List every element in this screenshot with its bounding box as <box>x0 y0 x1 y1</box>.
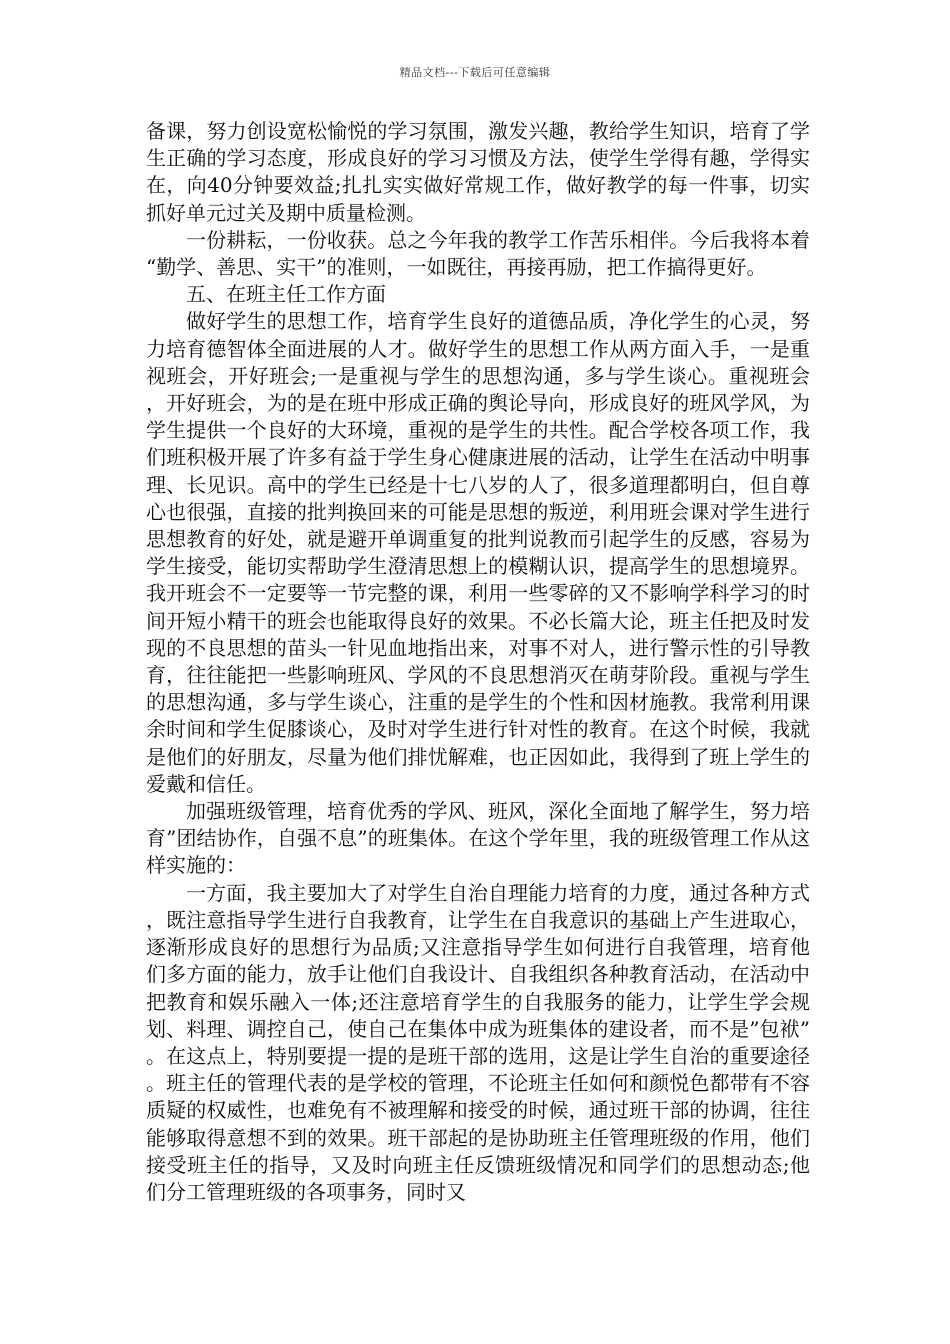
section-heading: 五、在班主任工作方面 <box>186 282 386 307</box>
page-header: 精品文档---下载后可任意编辑 <box>399 66 551 79</box>
document-body <box>146 118 810 1206</box>
paragraph-lesson-prep: 备课，努力创设宽松愉悦的学习氛围，激发兴趣，教给学生知识，培育了学生正确的学习态度，形成良好的学习习惯及方法，使学生学得有趣，学得实在，向40分钟要效益;扎扎实实做好常规工作，做好教学的每一件事，切实抓好单元过关及期中质量检测。 <box>146 119 810 225</box>
paragraph-summary: 一份耕耘，一份收获。总之今年我的教学工作苦乐相伴。今后我将本着“勤学、善思、实干”的准则，一如既往，再接再励，把工作搞得更好。 <box>146 227 810 280</box>
paragraph-class-management: 加强班级管理，培育优秀的学风、班风，深化全面地了解学生，努力培育”团结协作，自强不息”的班集体。在这个学年里，我的班级管理工作从这样实施的： <box>146 799 810 878</box>
paragraph-self-management: 一方面，我主要加大了对学生自治自理能力培育的力度，通过各种方式，既注意指导学生进行自我教育，让学生在自我意识的基础上产生进取心，逐渐形成良好的思想行为品质;又注意指导学生如何进行自我管理，培育他们多方面的能力，放手让他们自我设计、自我组织各种教育活动，在活动中把教育和娱乐融入一体;还注意培育学生的自我服务的能力，让学生学会规划、料理、调控自己，使自己在集体中成为班集体的建设者，而不是”包袱”。在这点上，特别要提一提的是班干部的选用，这是让学生自治的重要途径。班主任的管理代表的是学校的管理，不论班主任如何和颜悦色都带有不容质疑的权威性，也难免有不被理解和接受的时候，通过班干部的协调，往往能够取得意想不到的效果。班干部起的是协助班主任管理班级的作用，他们接受班主任的指导，又及时向班主任反馈班级情况和同学们的思想动态;他们分工管理班级的各项事务，同时又 <box>146 880 810 1204</box>
paragraph-ideological-work: 做好学生的思想工作，培育学生良好的道德品质，净化学生的心灵，努力培育德智体全面进展的人才。做好学生的思想工作从两方面入手，一是重视班会，开好班会;一是重视与学生的思想沟通，多与学生谈心。重视班会，开好班会，为的是在班中形成正确的舆论导向，形成良好的班风学风，为学生提供一个良好的大环境，重视的是学生的共性。配合学校各项工作，我们班积极开展了许多有益于学生身心健康进展的活动，让学生在活动中明事理、长见识。高中的学生已经是十七八岁的人了，很多道理都明白，但自尊心也很强，直接的批判换回来的可能是思想的叛逆，利用班会课对学生进行思想教育的好处，就是避开单调重复的批判说教而引起学生的反感，容易为学生接受，能切实帮助学生澄清思想上的模糊认识，提高学生的思想境界。我开班会不一定要等一节完整的课，利用一些零碎的又不影响学科学习的时间开短小精干的班会也能取得良好的效果。不必长篇大论，班主任把及时发现的不良思想的苗头一针见血地指出来，对事不对人，进行警示性的引导教育，往往能把一些影响班风、学风的不良思想消灭在萌芽阶段。重视与学生的思想沟通，多与学生谈心，注重的是学生的个性和因材施教。我常利用课余时间和学生促膝谈心，及时对学生进行针对性的教育。在这个时候，我就是他们的好朋友，尽量为他们排忧解难，也正因如此，我得到了班上学生的爱戴和信任。 <box>146 309 810 796</box>
